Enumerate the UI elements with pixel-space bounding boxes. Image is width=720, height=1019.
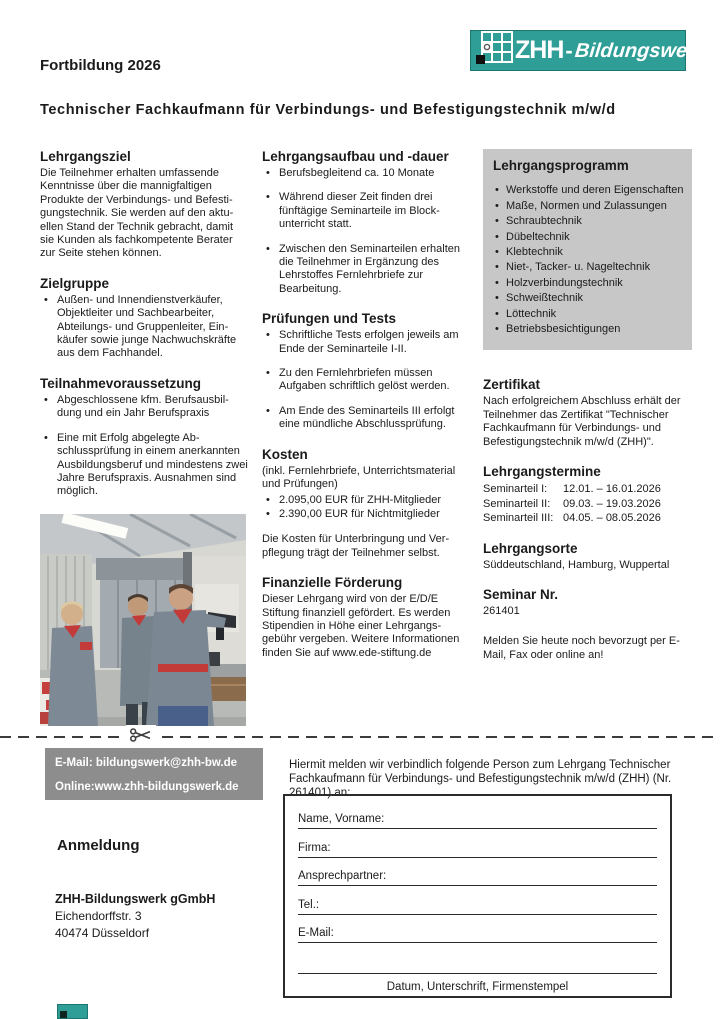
pruefungen-list: [262, 329, 469, 431]
contact-email-link[interactable]: E-Mail: bildungswerk@zhh-bw.de: [55, 757, 238, 769]
logo-bildungswerk-text: Bildungswerk: [573, 39, 708, 62]
logo-separator: -: [565, 37, 573, 63]
termin-row: [483, 482, 692, 497]
course-title: Technischer Fachkaufmann für Verbindungs- und Befestigungstechnik m/w/d: [40, 102, 616, 118]
list-item: • Zwischen den Seminarteilen erhalten die Teilnehmer in Ergänzung des Lehrstoffes Fernlehrbriefe zur Bearbeitung.: [262, 243, 469, 297]
registration-form: [283, 794, 672, 998]
list-item: • Außen- und Innendienstverkäufer, Objektleiter und Sachbearbeiter, Abteilungs- und Gruppenleiter, Einkäufer sowie junge Nachwuchskräfte aus dem Fachhandel.: [40, 294, 248, 361]
logo-zhh-text: ZHH: [515, 36, 564, 64]
list-item: • Maße, Normen und Zulassungen: [493, 200, 684, 213]
orte-text: Süddeutschland, Hamburg, Wuppertal: [483, 558, 670, 571]
section-heading-zertifikat: Zertifikat: [483, 377, 541, 393]
organization-city: 40474 Düsseldorf: [55, 926, 150, 940]
zertifikat-text: Nach erfolgreichem Abschluss erhält der Teilnehmer das Zertifikat "Technischer Fachkaufmann für Verbindungs- und Befestigungstechnik m/w/d (ZHH)".: [483, 395, 681, 448]
list-item: • Werkstoffe und deren Eigenschaften: [493, 184, 684, 197]
list-item: • Niet-, Tacker- u. Nageltechnik: [493, 261, 684, 274]
section-heading-pruefungen: Prüfungen und Tests: [262, 311, 396, 327]
lehrgangsziel-text: Die Teilnehmer erhalten umfassende Kenntnisse über die mannigfaltigen Produkte der Verbindungs- und Befestigungstechnik. Sie werden auf den aktuellen Stand der Technik gebracht, damit sie Kunden als fachkompetente Berater zur Seite stehen können.: [40, 167, 234, 260]
foerderung-text: Dieser Lehrgang wird von der E/D/E Stiftung finanziell gefördert. Es werden Stipendien in Höhe einer Lehrgangsgebühr vergeben. Weitere Informationen finden Sie auf www.ede-stiftung.de: [262, 593, 460, 659]
list-item: • Am Ende des Seminarteils III erfolgt eine mündliche Abschlussprüfung.: [262, 405, 469, 432]
organization-street: Eichendorffstr. 3: [55, 909, 142, 923]
scissors-icon: [126, 725, 156, 745]
lehrgangsprogramm-box: [483, 149, 692, 350]
next-page-logo-fragment: [57, 1004, 88, 1019]
column-left: [40, 148, 248, 726]
organization-address: [55, 891, 215, 942]
kosten-text: Die Kosten für Unterbringung und Verpflegung trägt der Teilnehmer selbst.: [262, 533, 450, 559]
field-ansprechpartner[interactable]: Ansprechpartner:: [298, 870, 657, 886]
registration-intro: Hiermit melden wir verbindlich folgende Person zum Lehrgang Technischer Fachkaufmann für Verbindungs- und Befestigungstechnik m/w/d (ZHH) (Nr. 261401) an:: [289, 758, 672, 799]
teilnahme-list: [40, 394, 248, 499]
field-email[interactable]: E-Mail:: [298, 927, 657, 943]
section-heading-foerderung: Finanzielle Förderung: [262, 575, 403, 591]
list-item: • Dübeltechnik: [493, 231, 684, 244]
list-item: • Holzverbindungstechnik: [493, 277, 684, 290]
zielgruppe-list: [40, 294, 248, 361]
list-item: • Während dieser Zeit finden drei fünftägige Seminarteile im Blockunterricht statt.: [262, 191, 469, 231]
column-middle: [262, 148, 469, 726]
section-heading-programm: Lehrgangsprogramm: [493, 158, 629, 173]
list-item: • 2.390,00 EUR für Nichtmitglieder: [262, 508, 469, 521]
section-heading-termine: Lehrgangstermine: [483, 464, 601, 480]
field-name-vorname[interactable]: Name, Vorname:: [298, 813, 657, 829]
section-heading-teilnahmevoraussetzung: Teilnahmevoraussetzung: [40, 375, 202, 391]
document-subtitle: Fortbildung 2026: [40, 57, 161, 74]
organization-name: ZHH-Bildungswerk gGmbH: [55, 892, 216, 906]
termin-row: [483, 497, 692, 512]
section-heading-zielgruppe: Zielgruppe: [40, 275, 110, 291]
list-item: • Klebtechnik: [493, 246, 684, 259]
contact-box: [45, 748, 263, 800]
termin-label: Seminarteil II:: [483, 497, 551, 510]
column-right: [483, 148, 692, 726]
zhh-grid-icon: [475, 30, 513, 71]
termin-value: 12.01. – 16.01.2026: [563, 483, 661, 496]
cut-here-dashed-line: [0, 736, 720, 738]
zhh-bildungswerk-logo: [470, 30, 708, 71]
kosten-list: [262, 494, 469, 522]
termin-value: 09.03. – 19.03.2026: [563, 497, 661, 510]
section-heading-kosten: Kosten: [262, 446, 308, 462]
contact-online-link[interactable]: Online:www.zhh-bildungswerk.de: [55, 781, 239, 793]
list-item: • Zu den Fernlehrbriefen müssen Aufgaben schriftlich gelöst werden.: [262, 367, 469, 394]
section-heading-lehrgangsziel: Lehrgangsziel: [40, 149, 131, 164]
list-item: • Abgeschlossene kfm. Berufsausbildung und ein Jahr Berufspraxis: [40, 394, 248, 421]
anmeldung-heading: Anmeldung: [57, 837, 140, 854]
aufbau-list: [262, 167, 469, 296]
list-item: • Betriebsbesichtigungen: [493, 323, 684, 336]
workshop-photo: [40, 514, 246, 726]
signature-line[interactable]: [298, 972, 657, 974]
field-firma[interactable]: Firma:: [298, 842, 657, 858]
list-item: • Löttechnik: [493, 308, 684, 321]
section-heading-aufbau: Lehrgangsaufbau und -dauer: [262, 149, 449, 164]
termin-label: Seminarteil I:: [483, 483, 548, 496]
cta-text: Melden Sie heute noch bevorzugt per E-Mail, Fax oder online an!: [483, 635, 680, 661]
termin-row: [483, 511, 692, 526]
kosten-note: (inkl. Fernlehrbriefe, Unterrichtsmaterial und Prüfungen): [262, 464, 456, 491]
termin-value: 04.05. – 08.05.2026: [563, 512, 661, 525]
termin-label: Seminarteil III:: [483, 512, 554, 525]
content-columns: [40, 148, 692, 726]
list-item: • Schraubtechnik: [493, 215, 684, 228]
signature-caption: Datum, Unterschrift, Firmenstempel: [386, 981, 569, 993]
section-heading-seminar-nr: Seminar Nr.: [483, 587, 559, 602]
list-item: • Eine mit Erfolg abgelegte Abschlussprüfung in einem anerkannten Ausbildungsberuf und mindestens zwei Jahre Berufspraxis. Ausnahmen sind möglich.: [40, 432, 248, 499]
list-item: • Berufsbegleitend ca. 10 Monate: [262, 167, 469, 180]
list-item: • Schweißtechnik: [493, 292, 684, 305]
seminar-nr-value: 261401: [483, 605, 520, 617]
list-item: • 2.095,00 EUR für ZHH-Mitglieder: [262, 494, 469, 507]
list-item: • Schriftliche Tests erfolgen jeweils am Ende der Seminarteile I-II.: [262, 329, 469, 356]
programm-list: [493, 184, 684, 336]
section-heading-orte: Lehrgangsorte: [483, 540, 578, 556]
field-tel[interactable]: Tel.:: [298, 899, 657, 915]
